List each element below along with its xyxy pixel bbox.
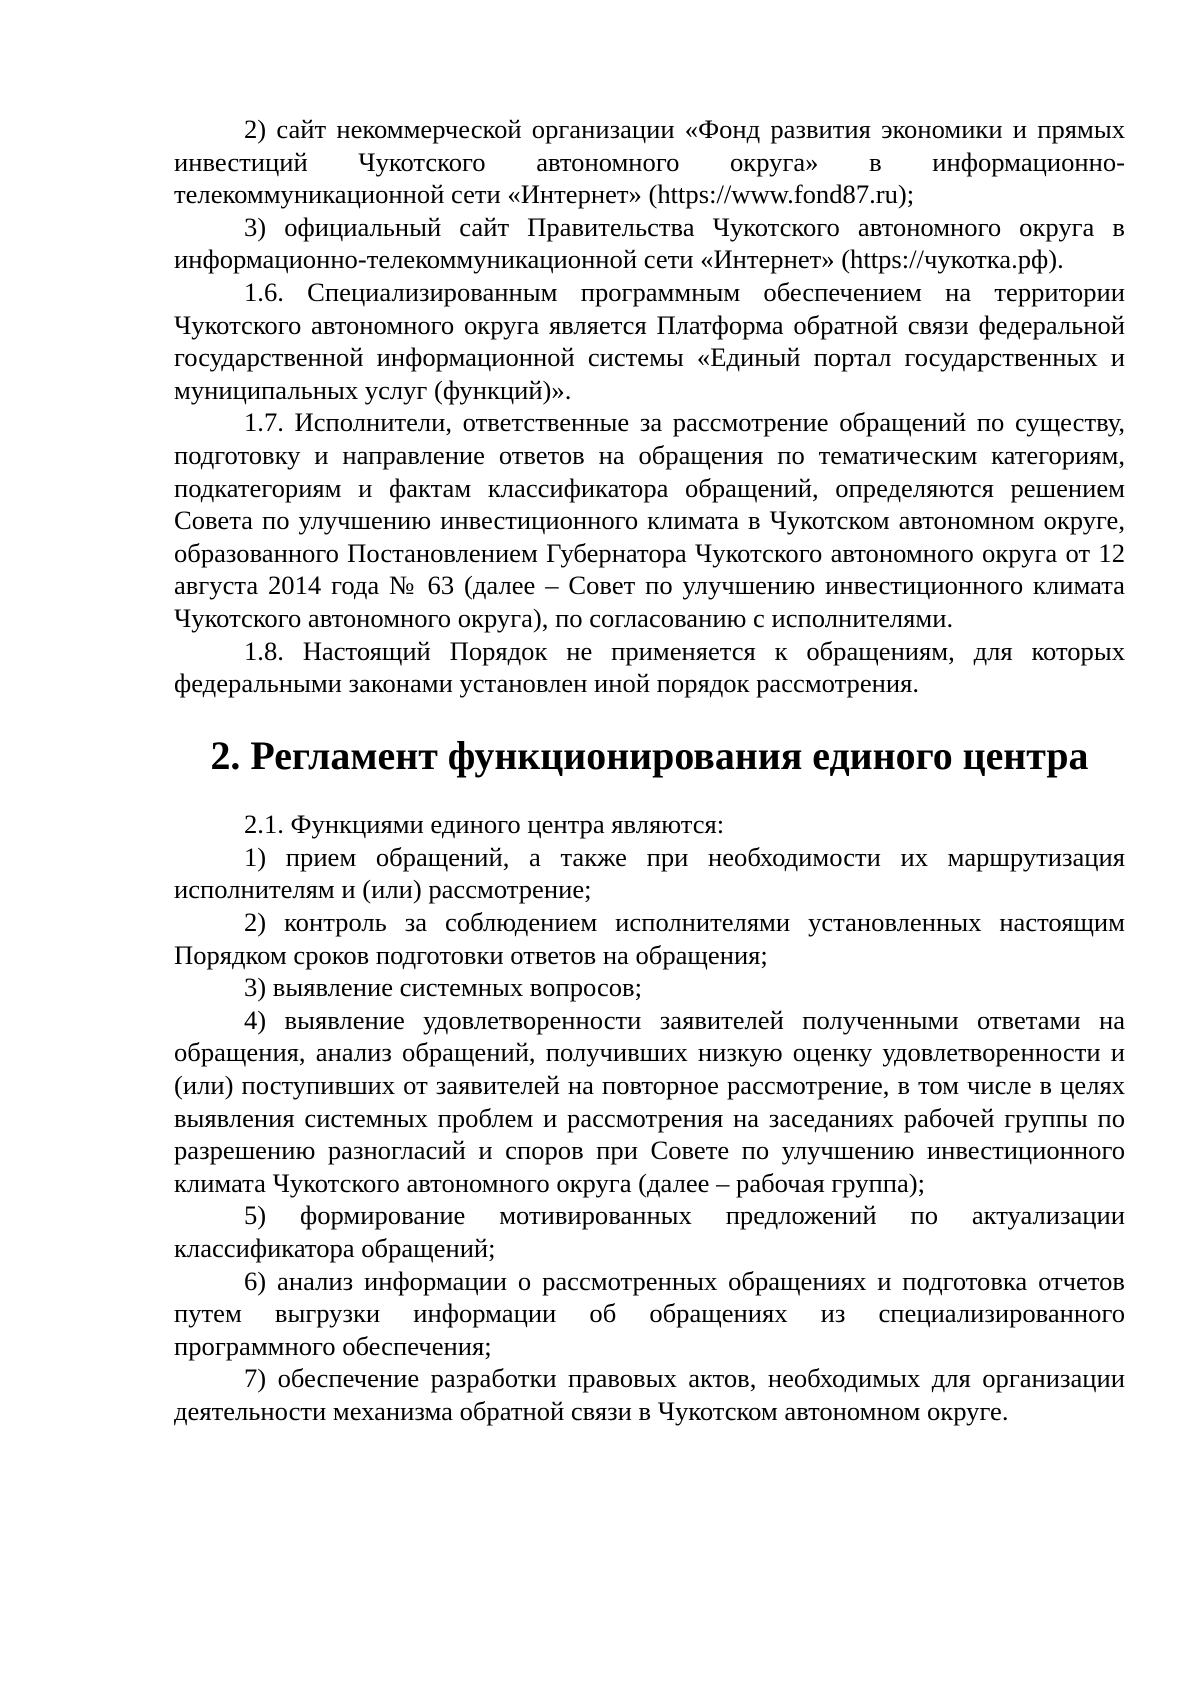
paragraph: 1.7. Исполнители, ответственные за рассмотрение обращений по существу, подготовку и направление ответов на обращения по тематическим категориям, подкатегориям и фактам классификатора обращений, определяются решением Совета по улучшению инвестиционного климата в Чукотском автономном округе, образованного Постановлением Губернатора Чукотского автономного округа от 12 августа 2014 года № 63 (далее – Совет по улучшению инвестиционного климата Чукотского автономного округа), по согласованию с исполнителями. [174, 407, 1125, 633]
paragraph: 2) сайт некоммерческой организации «Фонд развития экономики и прямых инвестиций Чукотского автономного округа» в информационно-телекоммуникационной сети «Интернет» (https://www.fond87.ru); [174, 114, 1125, 210]
paragraph: 1.6. Специализированным программным обеспечением на территории Чукотского автономного округа является Платформа обратной связи федеральной государственной информационной системы «Единый портал государственных и муниципальных услуг (функций)». [174, 276, 1125, 405]
list-item: 1) прием обращений, а также при необходимости их маршрутизация исполнителям и (или) рассмотрение; [174, 841, 1125, 905]
list-item: 4) выявление удовлетворенности заявителей полученными ответами на обращения, анализ обращений, получивших низкую оценку удовлетворенности и (или) поступивших от заявителей на повторное рассмотрение, в том числе в целях выявления системных проблем и рассмотрения на заседаниях рабочей группы по разрешению разногласий и споров при Совете по улучшению инвестиционного климата Чукотского автономного округа (далее – рабочая группа); [174, 1004, 1125, 1198]
paragraph: 1.8. Настоящий Порядок не применяется к обращениям, для которых федеральными законами установлен иной порядок рассмотрения. [174, 635, 1125, 699]
list-item: 2) контроль за соблюдением исполнителями установленных настоящим Порядком сроков подготовки ответов на обращения; [174, 907, 1125, 970]
section-heading: 2. Регламент функционирования единого центра [210, 732, 1089, 778]
paragraphs-top [174, 113, 1125, 700]
paragraph: 3) официальный сайт Правительства Чукотского автономного округа в информационно-телекоммуникационной сети «Интернет» (https://чукотка.рф). [174, 211, 1125, 275]
document-page [174, 113, 1125, 1428]
paragraph: 2.1. Функциями единого центра являются: [244, 809, 725, 840]
list-item: 3) выявление системных вопросов; [244, 972, 642, 1003]
paragraphs-bottom [174, 808, 1125, 1427]
list-item: 6) анализ информации о рассмотренных обращениях и подготовка отчетов путем выгрузки информации об обращениях из специализированного программного обеспечения; [174, 1265, 1125, 1361]
list-item: 7) обеспечение разработки правовых актов, необходимых для организации деятельности механизма обратной связи в Чукотском автономном округе. [174, 1363, 1125, 1426]
list-item: 5) формирование мотивированных предложений по актуализации классификатора обращений; [174, 1200, 1125, 1263]
